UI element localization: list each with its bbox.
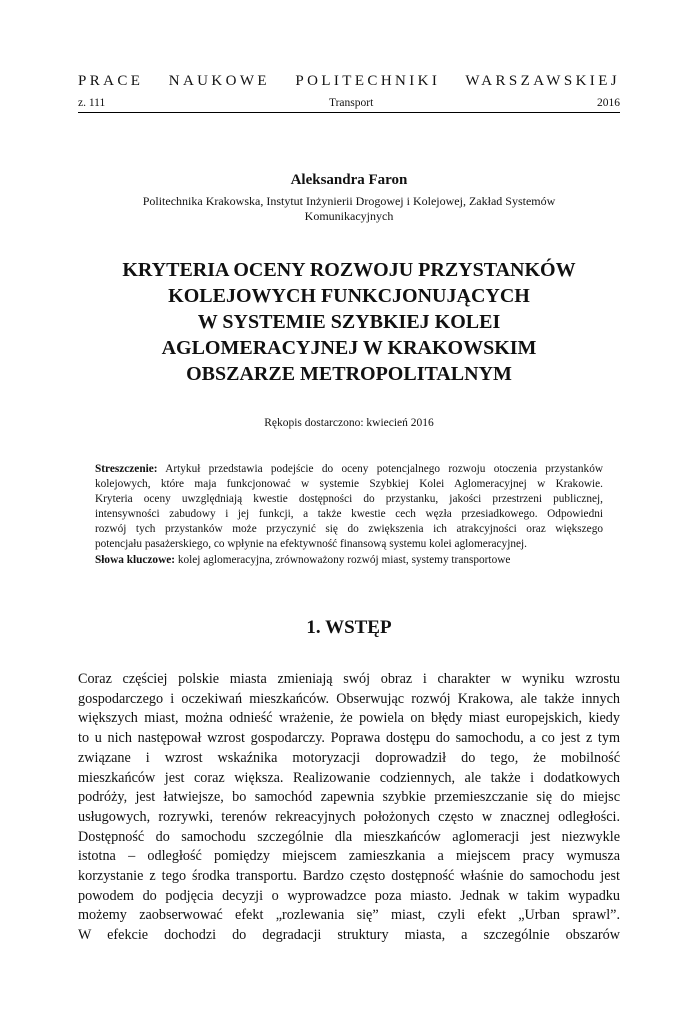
paper-title [78, 257, 620, 387]
body-line: usługowych, rozrywki, terenów rekreacyjnych położonych często w znacznej odległości. [78, 808, 620, 825]
abstract-line: potencjału pasażerskiego, co wpłynie na efektywność finansową systemu kolei aglomeracyjnej. [95, 538, 527, 551]
body-line: W efekcie dochodzi do degradacji struktury miasta, a szczególnie obszarów [78, 927, 620, 944]
header-rule [78, 112, 620, 113]
body-line: większych miast, można odnieść wrażenie, że powiela on błędy miast europejskich, kiedy [78, 710, 620, 727]
body-line: Coraz częściej polskie miasta zmieniają swój obraz i charakter w wyniku wzrostu [78, 671, 620, 687]
abstract-label: Streszczenie: [95, 463, 158, 475]
abstract-line [95, 462, 603, 477]
section-body [78, 670, 620, 946]
journal-meta [78, 96, 620, 110]
body-line: związane i wzrost wskaźnika motoryzacji doprowadził do tego, że mobilność [78, 749, 620, 766]
abstract-line: rozwój tych przystanków może przyczynić się do zwiększenia ich atrakcyjności oraz większego [95, 523, 603, 536]
abstract-text: Artykuł przedstawia podejście do oceny potencjalnego rozwoju otoczenia przystanków [165, 463, 603, 475]
title-line: W SYSTEMIE SZYBKIEJ KOLEI [197, 311, 501, 333]
body-line: istotna – odległość pomiędzy miejscem zamieszkania a miejscem pracy wymusza [78, 848, 620, 865]
abstract-line: intensywności zabudowy i jej funkcji, a także kwestie cech węzła przesiadkowego. Odpowiedni [95, 508, 603, 521]
journal-title: PRACE NAUKOWE POLITECHNIKI WARSZAWSKIEJ [78, 73, 620, 89]
body-line: Dostępność do samochodu szczególnie dla mieszkańców aglomeracji jest niezwykle [78, 828, 620, 845]
abstract-line: Kryteria oceny uwzględniają kwestie dostępności do przystanku, jakości przestrzeni publicznej, [95, 493, 603, 506]
body-line: możemy zaobserwować efekt „rozlewania się” miast, czyli efekt „Urban sprawl”. [78, 907, 620, 924]
title-line: KRYTERIA OCENY ROZWOJU PRZYSTANKÓW [122, 259, 576, 281]
title-line: AGLOMERACYJNEJ W KRAKOWSKIM [161, 337, 537, 359]
body-line: powodem do podjęcia decyzji o wyprowadzce poza miasto. Jednak w takim wypadku [78, 887, 620, 904]
title-line: KOLEJOWYCH FUNKCJONUJĄCYCH [168, 285, 530, 307]
abstract-line: kolejowych, które maja funkcjonować w systemie Szybkiej Kolei Aglomeracyjnej w Krakowie. [95, 478, 603, 491]
keywords-label: Słowa kluczowe: [95, 553, 176, 566]
body-line: mieszkańców jest coraz większa. Realizowanie codziennych, ale także i dodatkowych [78, 769, 620, 786]
volume-number: z. 111 [78, 97, 106, 109]
body-line: podróży, jest łatwiejsze, bo samochód zapewnia szybkie przemieszczanie się do miejsc [78, 789, 620, 806]
publication-year: 2016 [596, 97, 620, 109]
section-heading: 1. WSTĘP [306, 617, 392, 638]
author-name: Aleksandra Faron [290, 172, 408, 188]
journal-series: Transport [328, 97, 374, 109]
body-line: korzystanie z tego środka transportu. Bardzo często dostępność właśnie do samochodu jest [78, 868, 620, 885]
abstract [95, 462, 603, 568]
author-affiliation [108, 194, 590, 224]
body-line: gospodarczego i oczekiwań mieszkańców. Obserwując rozwój Krakowa, ale także innych [78, 690, 620, 707]
keywords-line [95, 553, 603, 568]
keywords-text: kolej aglomeracyjna, zrównoważony rozwój miast, systemy transportowe [177, 553, 511, 566]
affiliation-line: Politechnika Krakowska, Instytut Inżynierii Drogowej i Kolejowej, Zakład Systemów [142, 194, 556, 208]
body-line: to u nich następował wzrost gospodarczy. Poprawa dostępu do samochodu, a co jest z tym [78, 730, 620, 747]
received-date: Rękopis dostarczono: kwiecień 2016 [264, 417, 434, 429]
title-line: OBSZARZE METROPOLITALNYM [186, 363, 512, 385]
affiliation-line: Komunikacyjnych [304, 209, 394, 223]
